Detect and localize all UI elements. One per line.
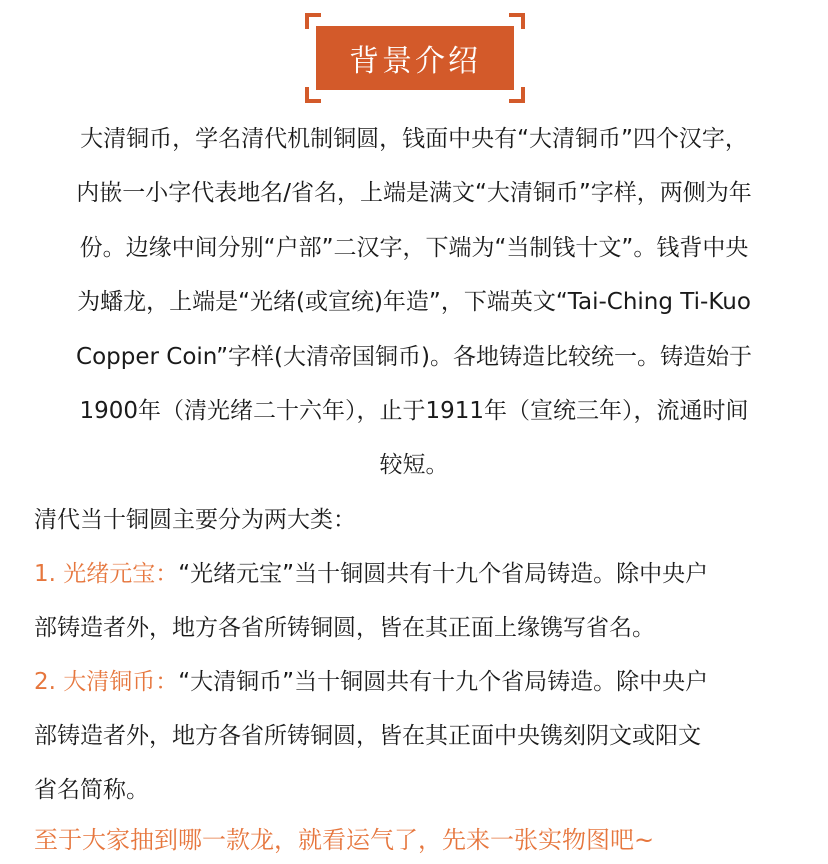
- category-text: “光绪元宝”当十铜圆共有十九个省局铸造。除中央户: [178, 561, 709, 587]
- category-line: 部铸造者外，地方各省所铸铜圆，皆在其正面中央镌刻阴文或阳文: [34, 723, 701, 749]
- intro-line: Copper Coin”字样(大清帝国铜币)。各地铸造比较统一。铸造始于: [76, 344, 752, 370]
- footer-note: 至于大家抽到哪一款龙，就看运气了，先来一张实物图吧~: [34, 826, 655, 854]
- category-label: 1. 光绪元宝：: [34, 561, 179, 587]
- section-title: 背景介绍: [316, 26, 514, 90]
- category-label: 2. 大清铜币：: [34, 669, 179, 695]
- category-line: [0, 559, 828, 589]
- intro-line: 较短。: [379, 452, 449, 478]
- intro-line: 份。边缘中间分别“户部”二汉字，下端为“当制钱十文”。钱背中央: [79, 235, 749, 261]
- intro-line: 为蟠龙，上端是“光绪(或宣统)年造”，下端英文“Tai-Ching Ti-Kuo: [77, 289, 751, 315]
- section-title-badge: [305, 13, 525, 103]
- intro-line: 1900年（清光绪二十六年），止于1911年（宣统三年），流通时间: [79, 398, 749, 424]
- categories-heading: 清代当十铜圆主要分为两大类：: [34, 507, 356, 533]
- category-line: 省名简称。: [34, 777, 149, 803]
- intro-line: 大清铜币，学名清代机制铜圆，钱面中央有“大清铜币”四个汉字，: [80, 126, 748, 152]
- intro-line: 内嵌一小字代表地名/省名，上端是满文“大清铜币”字样，两侧为年: [76, 180, 752, 206]
- category-line: 部铸造者外，地方各省所铸铜圆，皆在其正面上缘镌写省名。: [34, 615, 655, 641]
- category-line: [0, 667, 828, 697]
- category-text: “大清铜币”当十铜圆共有十九个省局铸造。除中央户: [178, 669, 709, 695]
